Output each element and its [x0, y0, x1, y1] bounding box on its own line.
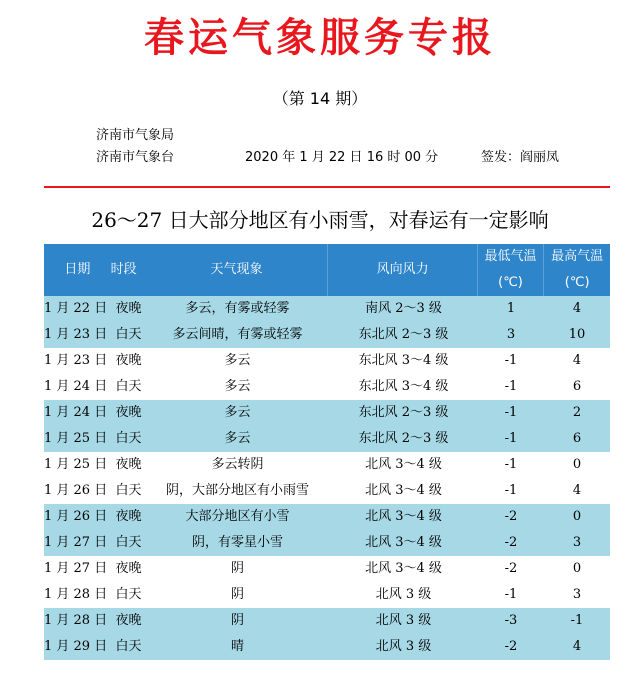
header-weather: 天气现象 [145, 244, 328, 296]
table-row [44, 322, 610, 348]
forecast-table [44, 244, 610, 660]
table-row [44, 296, 610, 322]
issuer-station: 济南市气象台 [96, 150, 175, 165]
row-period: 白天 [115, 587, 142, 602]
row-wind: 南风 2～3 级 [365, 301, 442, 316]
row-max-temp: 10 [568, 327, 586, 342]
row-date: 1 月 28 日 [44, 613, 108, 628]
row-min-temp: -2 [504, 639, 518, 654]
table-row [44, 478, 610, 504]
row-max-temp: -1 [570, 613, 584, 628]
header-max-temp-label: 最高气温 [551, 249, 604, 264]
header-min-temp-label: 最低气温 [484, 249, 537, 264]
row-wind: 东北风 2～3 级 [358, 327, 449, 342]
row-min-temp: -1 [504, 379, 518, 394]
row-min-temp: -1 [504, 405, 518, 420]
row-weather: 多云转阴 [211, 457, 264, 472]
row-weather: 阴 [230, 587, 244, 602]
row-period: 夜晚 [115, 457, 142, 472]
row-wind: 北风 3～4 级 [365, 561, 442, 576]
row-period: 夜晚 [115, 561, 142, 576]
row-date: 1 月 27 日 [44, 535, 108, 550]
row-max-temp: 6 [572, 431, 582, 446]
row-max-temp: 3 [572, 535, 582, 550]
row-max-temp: 0 [572, 457, 582, 472]
table-row [44, 374, 610, 400]
header-max-temp [544, 244, 610, 296]
signer: 签发：阎丽凤 [481, 150, 560, 165]
row-date: 1 月 25 日 [44, 457, 108, 472]
issue-number: （第 14 期） [272, 89, 368, 108]
divider-line [44, 186, 610, 188]
row-min-temp: -1 [504, 483, 518, 498]
table-row [44, 634, 610, 660]
row-date: 1 月 23 日 [44, 327, 108, 342]
header-max-temp-unit: (℃) [564, 275, 590, 290]
table-header [44, 244, 610, 296]
row-period: 夜晚 [115, 509, 142, 524]
header-min-temp-unit: (℃) [498, 275, 523, 290]
row-min-temp: -1 [504, 431, 518, 446]
row-date: 1 月 26 日 [44, 509, 108, 524]
row-wind: 东北风 2～3 级 [358, 431, 449, 446]
row-max-temp: 6 [572, 379, 582, 394]
row-min-temp: 3 [506, 327, 516, 342]
row-weather: 阴，有零星小雪 [191, 535, 283, 550]
table-row [44, 426, 610, 452]
row-date: 1 月 26 日 [44, 483, 108, 498]
table-row [44, 582, 610, 608]
row-date: 1 月 27 日 [44, 561, 108, 576]
row-weather: 多云 [224, 353, 251, 368]
row-wind: 北风 3～4 级 [365, 535, 442, 550]
row-max-temp: 0 [572, 509, 582, 524]
row-min-temp: 1 [506, 301, 516, 316]
table-row [44, 400, 610, 426]
row-weather: 阴，大部分地区有小雨雪 [165, 483, 309, 498]
table-row [44, 452, 610, 478]
row-date: 1 月 24 日 [44, 405, 108, 420]
row-weather: 多云 [224, 405, 251, 420]
row-wind: 北风 3 级 [375, 639, 432, 654]
header-wind: 风向风力 [328, 244, 477, 296]
row-weather: 晴 [230, 639, 244, 654]
row-date: 1 月 24 日 [44, 379, 108, 394]
report-title: 春运气象服务专报 [144, 15, 496, 61]
row-period: 白天 [115, 327, 142, 342]
table-row [44, 530, 610, 556]
row-weather: 多云 [224, 379, 251, 394]
row-wind: 东北风 3～4 级 [358, 353, 449, 368]
row-date: 1 月 28 日 [44, 587, 108, 602]
row-wind: 北风 3～4 级 [365, 483, 442, 498]
row-min-temp: -2 [504, 535, 518, 550]
row-wind: 北风 3 级 [375, 587, 432, 602]
row-min-temp: -1 [504, 457, 518, 472]
table-row [44, 556, 610, 582]
table-row [44, 348, 610, 374]
row-wind: 北风 3～4 级 [365, 457, 442, 472]
row-weather: 大部分地区有小雪 [185, 509, 290, 524]
table-body [44, 296, 610, 660]
row-max-temp: 4 [572, 301, 582, 316]
row-period: 夜晚 [115, 613, 142, 628]
row-weather: 多云 [224, 431, 251, 446]
row-min-temp: -1 [504, 353, 518, 368]
row-weather: 阴 [230, 561, 244, 576]
row-max-temp: 4 [572, 483, 582, 498]
row-wind: 北风 3 级 [375, 613, 432, 628]
row-date: 1 月 23 日 [44, 353, 108, 368]
row-wind: 东北风 3～4 级 [358, 379, 449, 394]
row-wind: 东北风 2～3 级 [358, 405, 449, 420]
row-period: 白天 [115, 431, 142, 446]
header-date: 日期 [64, 262, 91, 277]
row-min-temp: -1 [504, 587, 518, 602]
headline: 26～27 日大部分地区有小雨雪，对春运有一定影响 [91, 208, 549, 232]
row-date: 1 月 29 日 [44, 639, 108, 654]
header-min-temp [478, 244, 545, 296]
row-weather: 多云，有雾或轻雾 [185, 301, 290, 316]
row-max-temp: 2 [572, 405, 582, 420]
row-max-temp: 4 [572, 639, 582, 654]
row-period: 白天 [115, 483, 142, 498]
table-row [44, 504, 610, 530]
row-weather: 阴 [230, 613, 244, 628]
table-row [44, 608, 610, 634]
row-period: 夜晚 [115, 353, 142, 368]
row-period: 夜晚 [115, 301, 142, 316]
row-min-temp: -2 [504, 561, 518, 576]
row-date: 1 月 22 日 [44, 301, 108, 316]
row-max-temp: 0 [572, 561, 582, 576]
issue-datetime: 2020 年 1 月 22 日 16 时 00 分 [245, 150, 439, 165]
row-period: 夜晚 [115, 405, 142, 420]
row-max-temp: 4 [572, 353, 582, 368]
row-period: 白天 [115, 379, 142, 394]
row-max-temp: 3 [572, 587, 582, 602]
row-period: 白天 [115, 535, 142, 550]
row-min-temp: -2 [504, 509, 518, 524]
row-period: 白天 [115, 639, 142, 654]
issuer-bureau: 济南市气象局 [96, 128, 175, 143]
row-date: 1 月 25 日 [44, 431, 108, 446]
row-wind: 北风 3～4 级 [365, 509, 442, 524]
header-period: 时段 [110, 262, 137, 277]
row-weather: 多云间晴，有雾或轻雾 [172, 327, 303, 342]
row-min-temp: -3 [504, 613, 518, 628]
